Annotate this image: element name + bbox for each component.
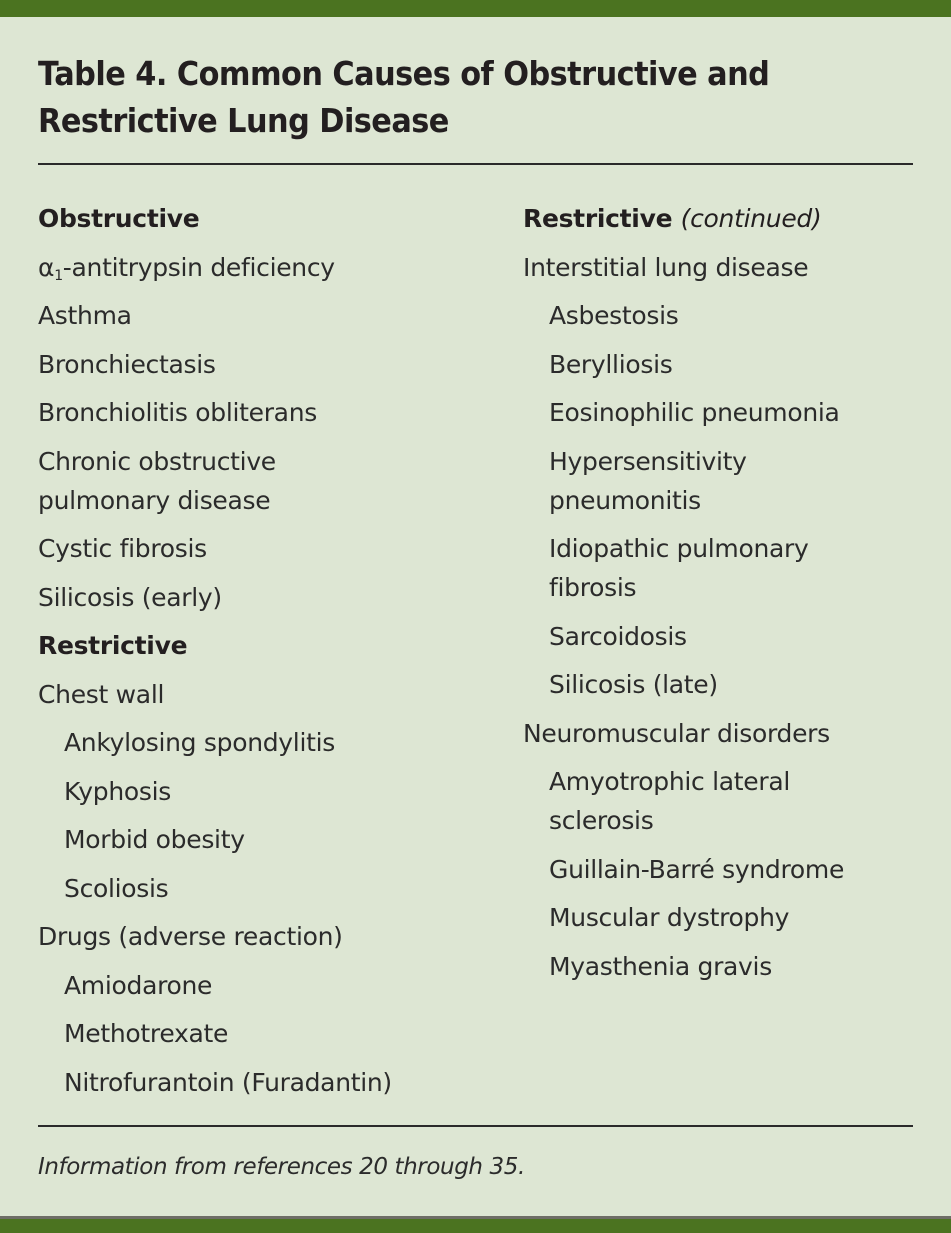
right-column (523, 199, 923, 995)
list-item-alpha1-antitrypsin (38, 248, 478, 287)
list-item-hypersensitivity-pneumonitis (549, 442, 923, 520)
group-label-interstitial: Interstitial lung disease (523, 252, 809, 282)
list-item-scoliosis: Scoliosis (64, 873, 169, 903)
left-column (38, 199, 478, 1111)
alpha-subscript: 1 (54, 267, 63, 284)
als-line-2: sclerosis (549, 806, 654, 835)
top-accent-bar (0, 0, 951, 17)
list-item-kyphosis: Kyphosis (64, 776, 171, 806)
list-item-bronchiectasis: Bronchiectasis (38, 349, 216, 379)
ipf-line-1: Idiopathic pulmonary (549, 534, 809, 563)
list-item-ankylosing-spondylitis: Ankylosing spondylitis (64, 728, 335, 757)
hypersensitivity-line-2: pneumonitis (549, 485, 701, 515)
list-item-muscular-dystrophy: Muscular dystrophy (549, 903, 790, 932)
alpha-text: -antitrypsin deficiency (62, 252, 335, 282)
section-heading-restrictive: Restrictive (38, 631, 188, 660)
list-item-copd (38, 442, 478, 520)
hypersensitivity-line-1: Hypersensitivity (549, 446, 747, 476)
list-item-asbestosis: Asbestosis (549, 301, 679, 330)
bottom-divider (38, 1125, 913, 1127)
group-label-chest-wall: Chest wall (38, 679, 165, 709)
list-item-myasthenia-gravis: Myasthenia gravis (549, 951, 772, 981)
ipf-line-2: fibrosis (549, 573, 637, 602)
list-item-nitrofurantoin: Nitrofurantoin (Furadantin) (64, 1067, 392, 1097)
list-item-cystic-fibrosis: Cystic fibrosis (38, 534, 207, 563)
list-item-als (549, 762, 923, 840)
list-item-berylliosis: Berylliosis (549, 349, 673, 379)
alpha-symbol: α (38, 252, 55, 282)
list-item-asthma: Asthma (38, 301, 132, 330)
als-line-1: Amyotrophic lateral (549, 767, 791, 796)
copd-line-1: Chronic obstructive (38, 446, 276, 476)
list-item-guillain-barre: Guillain-Barré syndrome (549, 854, 845, 884)
list-item-idiopathic-pulmonary-fibrosis (549, 529, 923, 607)
footnote: Information from references 20 through 35. (38, 1154, 525, 1180)
group-label-drugs: Drugs (adverse reaction) (38, 922, 343, 951)
list-item-bronchiolitis: Bronchiolitis obliterans (38, 398, 317, 427)
table-title (38, 50, 848, 144)
list-item-amiodarone: Amiodarone (64, 970, 213, 1000)
table-title-line-1: Table 4. Common Causes of Obstructive and (38, 54, 770, 93)
list-item-eosinophilic-pneumonia: Eosinophilic pneumonia (549, 398, 840, 427)
list-item-sarcoidosis: Sarcoidosis (549, 621, 687, 651)
list-item-silicosis-late: Silicosis (late) (549, 670, 718, 699)
list-item-silicosis-early: Silicosis (early) (38, 582, 222, 612)
list-item-morbid-obesity: Morbid obesity (64, 825, 245, 854)
group-label-neuromuscular: Neuromuscular disorders (523, 718, 830, 748)
table-title-line-2: Restrictive Lung Disease (38, 101, 449, 140)
section-heading-obstructive: Obstructive (38, 204, 200, 233)
copd-line-2: pulmonary disease (38, 485, 271, 515)
section-heading-restrictive-continued (523, 199, 923, 238)
top-divider (38, 163, 913, 165)
bottom-accent-bar (0, 1216, 951, 1233)
restrictive-continued-bold: Restrictive (523, 204, 673, 233)
list-item-methotrexate: Methotrexate (64, 1019, 229, 1048)
restrictive-continued-italic: (continued) (680, 204, 822, 233)
